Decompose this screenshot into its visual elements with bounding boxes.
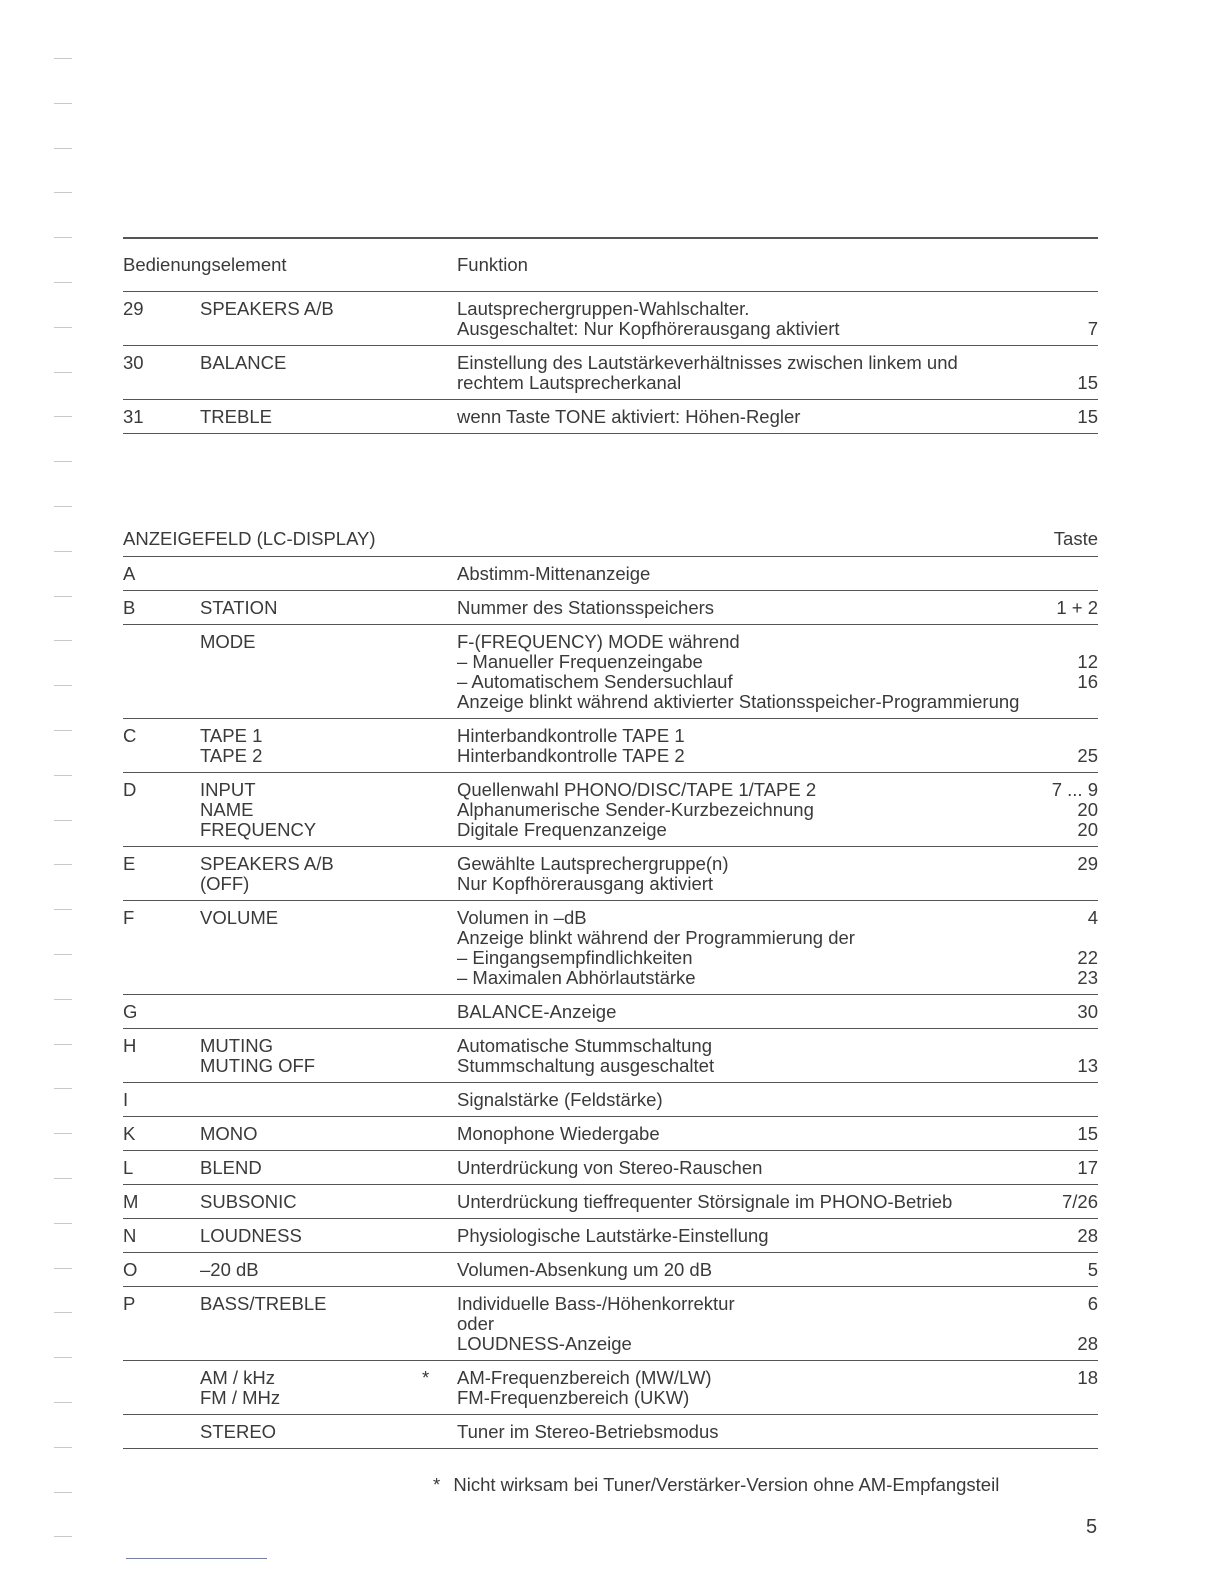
control-name-text: TREBLE: [200, 406, 272, 427]
binder-mark: [54, 1133, 72, 1134]
key-ref: 20: [1077, 819, 1098, 840]
function-line: Nummer des Stationsspeichers: [457, 597, 715, 618]
control-function: [457, 400, 1038, 433]
key-ref: 30: [1077, 1001, 1098, 1022]
indicator-function: [457, 625, 1038, 718]
star-marker: [422, 773, 457, 846]
function-line: Unterdrückung von Stereo-Rauschen: [457, 1157, 763, 1178]
star-marker: [422, 901, 457, 994]
binder-mark: [54, 1312, 72, 1313]
function-line: Tuner im Stereo-Betriebsmodus: [457, 1421, 719, 1442]
binder-mark: [54, 954, 72, 955]
control-number-text: 30: [123, 352, 144, 373]
page-ref: 7: [1087, 318, 1098, 339]
indicator-name: [200, 1219, 422, 1252]
indicator-function: [457, 1117, 1038, 1150]
binder-mark: [54, 730, 72, 731]
binder-mark: [54, 416, 72, 417]
indicator-letter-text: O: [123, 1259, 138, 1280]
function-line: F-(FREQUENCY) MODE während: [457, 631, 740, 652]
indicator-letter-text: P: [123, 1293, 136, 1314]
star-marker: [422, 1287, 457, 1360]
function-line: Stummschaltung ausgeschaltet: [457, 1055, 715, 1076]
indicator-name-text: NAME: [200, 799, 254, 820]
indicator-function: [457, 1151, 1038, 1184]
indicator-name: [200, 847, 422, 900]
star-marker: [422, 1219, 457, 1252]
table-row: [123, 1287, 1098, 1361]
key-ref: 4: [1087, 907, 1098, 928]
indicator-letter-text: F: [123, 907, 135, 928]
function-line: Unterdrückung tieffrequenter Störsignale im PHONO-Betrieb: [457, 1191, 953, 1212]
function-line: Nur Kopfhörerausgang aktiviert: [457, 873, 714, 894]
table-row: [123, 400, 1098, 434]
key-ref: 18: [1077, 1367, 1098, 1388]
indicator-function: [457, 847, 1038, 900]
indicator-key-ref: [1038, 995, 1098, 1028]
header-element: Bedienungselement: [123, 254, 287, 275]
indicator-name: [200, 1029, 422, 1082]
indicator-name-text: FREQUENCY: [200, 819, 317, 840]
binder-mark: [54, 551, 72, 552]
key-ref: 16: [1077, 671, 1098, 692]
star-marker: [422, 719, 457, 772]
star-marker: [422, 1083, 457, 1116]
control-name: [200, 400, 457, 433]
indicator-letter: [123, 847, 200, 900]
star-marker: [422, 591, 457, 624]
table-row: [123, 1083, 1098, 1117]
indicator-name-text: TAPE 2: [200, 745, 263, 766]
header-function: Funktion: [457, 254, 528, 275]
indicator-function: [457, 591, 1038, 624]
star-marker: [422, 1415, 457, 1448]
binder-mark: [54, 282, 72, 283]
indicator-letter: [123, 1083, 200, 1116]
binder-mark: [54, 1223, 72, 1224]
indicator-function: [457, 1083, 1038, 1116]
function-line: Anzeige blinkt während der Programmierung der: [457, 927, 855, 948]
indicator-key-ref: [1038, 1287, 1098, 1360]
key-ref: [1038, 726, 1098, 746]
key-ref: [1038, 874, 1098, 894]
indicator-function: [457, 719, 1038, 772]
indicator-key-ref: [1038, 557, 1098, 590]
control-function: [457, 346, 1038, 399]
binder-mark: [54, 1088, 72, 1089]
star-marker: [422, 995, 457, 1028]
indicator-letter: [123, 1361, 200, 1414]
table-row: [123, 346, 1098, 400]
function-line: – Automatischem Sendersuchlauf: [457, 671, 733, 692]
indicator-name: [200, 1415, 422, 1448]
table-row: [123, 1185, 1098, 1219]
key-ref: [1038, 1036, 1098, 1056]
key-ref: 5: [1087, 1259, 1098, 1280]
indicator-letter-text: G: [123, 1001, 138, 1022]
binder-mark: [54, 1492, 72, 1493]
table-row: [123, 557, 1098, 591]
footnote-star: *: [433, 1474, 441, 1495]
function-line: Lautsprechergruppen-Wahlschalter.: [457, 298, 750, 319]
key-ref: [1038, 564, 1098, 584]
indicator-name-text: BLEND: [200, 1157, 262, 1178]
binder-mark: [54, 1178, 72, 1179]
key-ref: 28: [1077, 1225, 1098, 1246]
footnote: [433, 1474, 1113, 1496]
function-line: Digitale Frequenzanzeige: [457, 819, 667, 840]
indicator-key-ref: [1038, 1029, 1098, 1082]
binder-mark: [54, 1357, 72, 1358]
function-line: Ausgeschaltet: Nur Kopfhörerausgang aktiviert: [457, 318, 840, 339]
indicator-name: [200, 719, 422, 772]
indicator-key-ref: [1038, 1219, 1098, 1252]
indicator-letter-text: D: [123, 779, 137, 800]
key-ref: [1038, 1388, 1098, 1408]
function-line: AM-Frequenzbereich (MW/LW): [457, 1367, 712, 1388]
key-ref: [1038, 1422, 1098, 1442]
indicator-letter: [123, 1185, 200, 1218]
function-line: Abstimm-Mittenanzeige: [457, 563, 651, 584]
control-number: [123, 292, 200, 345]
star-marker: [422, 1117, 457, 1150]
function-line: Hinterbandkontrolle TAPE 1: [457, 725, 685, 746]
indicator-key-ref: [1038, 1083, 1098, 1116]
key-ref: [1038, 632, 1098, 652]
function-line: wenn Taste TONE aktiviert: Höhen-Regler: [457, 406, 801, 427]
key-ref: 29: [1077, 853, 1098, 874]
indicator-letter-text: H: [123, 1035, 137, 1056]
binder-mark: [54, 461, 72, 462]
indicator-name-text: MUTING: [200, 1035, 273, 1056]
indicator-letter: [123, 1287, 200, 1360]
indicator-name-text: BASS/TREBLE: [200, 1293, 327, 1314]
indicator-key-ref: [1038, 719, 1098, 772]
indicator-letter-text: M: [123, 1191, 139, 1212]
function-line: FM-Frequenzbereich (UKW): [457, 1387, 690, 1408]
indicator-key-ref: [1038, 1117, 1098, 1150]
table-row: [123, 1253, 1098, 1287]
binder-mark: [54, 685, 72, 686]
binder-mark: [54, 103, 72, 104]
display-table-title: ANZEIGEFELD (LC-DISPLAY): [123, 528, 376, 549]
display-table: [123, 526, 1098, 1449]
binder-mark: [54, 1044, 72, 1045]
table-row: [123, 719, 1098, 773]
indicator-name: [200, 591, 422, 624]
indicator-name: [200, 1287, 422, 1360]
indicator-letter: [123, 557, 200, 590]
indicator-function: [457, 1029, 1038, 1082]
indicator-function: [457, 901, 1038, 994]
table-row: [123, 591, 1098, 625]
table-row: [123, 901, 1098, 995]
key-ref: 17: [1077, 1157, 1098, 1178]
indicator-letter-text: I: [123, 1089, 129, 1110]
indicator-letter: [123, 591, 200, 624]
indicator-letter: [123, 1253, 200, 1286]
star-marker: [422, 625, 457, 718]
indicator-name-text: MODE: [200, 631, 256, 652]
indicator-name: [200, 995, 422, 1028]
indicator-name: [200, 1361, 422, 1414]
table-row: [123, 625, 1098, 719]
indicator-function: [457, 1253, 1038, 1286]
control-number: [123, 400, 200, 433]
binder-mark: [54, 775, 72, 776]
table-row: [123, 1117, 1098, 1151]
function-line: Einstellung des Lautstärkeverhältnisses zwischen linkem und: [457, 352, 958, 373]
control-page-ref: [1038, 346, 1098, 399]
key-ref: 15: [1077, 1123, 1098, 1144]
indicator-function: [457, 1415, 1038, 1448]
binder-mark: [54, 1402, 72, 1403]
function-line: Alphanumerische Sender-Kurzbezeichnung: [457, 799, 814, 820]
key-ref: 20: [1077, 799, 1098, 820]
binder-mark: [54, 1536, 72, 1537]
control-page-ref: [1038, 400, 1098, 433]
table-row: [123, 1029, 1098, 1083]
key-ref: [1038, 692, 1098, 712]
table-row: [123, 847, 1098, 901]
function-line: – Maximalen Abhörlautstärke: [457, 967, 696, 988]
binder-mark: [54, 596, 72, 597]
indicator-name-text: SUBSONIC: [200, 1191, 297, 1212]
indicator-name: [200, 1185, 422, 1218]
star-marker: [422, 1151, 457, 1184]
function-line: Gewählte Lautsprechergruppe(n): [457, 853, 729, 874]
key-ref: [1038, 1314, 1098, 1334]
indicator-letter-text: N: [123, 1225, 137, 1246]
indicator-key-ref: [1038, 773, 1098, 846]
indicator-name: [200, 1151, 422, 1184]
key-ref: 6: [1087, 1293, 1098, 1314]
binder-mark: [54, 820, 72, 821]
indicator-letter-text: E: [123, 853, 136, 874]
table-row: [123, 1219, 1098, 1253]
function-line: oder: [457, 1313, 495, 1334]
control-page-ref: [1038, 292, 1098, 345]
key-ref: 28: [1077, 1333, 1098, 1354]
control-name-text: SPEAKERS A/B: [200, 298, 334, 319]
key-ref: 23: [1077, 967, 1098, 988]
indicator-name-text: STATION: [200, 597, 278, 618]
controls-table: [123, 237, 1098, 434]
indicator-function: [457, 1185, 1038, 1218]
indicator-key-ref: [1038, 591, 1098, 624]
footnote-text: Nicht wirksam bei Tuner/Verstärker-Version ohne AM-Empfangsteil: [453, 1474, 1000, 1495]
indicator-name: [200, 557, 422, 590]
indicator-name: [200, 773, 422, 846]
indicator-letter: [123, 1029, 200, 1082]
indicator-key-ref: [1038, 625, 1098, 718]
function-line: Quellenwahl PHONO/DISC/TAPE 1/TAPE 2: [457, 779, 817, 800]
binder-hole-marks: [54, 40, 74, 1540]
function-line: rechtem Lautsprecherkanal: [457, 372, 682, 393]
binder-mark: [54, 909, 72, 910]
key-ref: 7 ... 9: [1051, 779, 1098, 800]
key-ref: [1038, 928, 1098, 948]
indicator-name-text: MUTING OFF: [200, 1055, 316, 1076]
indicator-letter: [123, 1219, 200, 1252]
binder-mark: [54, 640, 72, 641]
table-row: [123, 1361, 1098, 1415]
indicator-letter: [123, 1151, 200, 1184]
indicator-letter: [123, 995, 200, 1028]
indicator-function: [457, 995, 1038, 1028]
indicator-name-text: TAPE 1: [200, 725, 263, 746]
indicator-key-ref: [1038, 1151, 1098, 1184]
key-ref: 22: [1077, 947, 1098, 968]
indicator-letter-text: A: [123, 563, 136, 584]
indicator-letter: [123, 719, 200, 772]
indicator-letter-text: C: [123, 725, 137, 746]
key-ref: 1 + 2: [1056, 597, 1098, 618]
indicator-name-text: –20 dB: [200, 1259, 259, 1280]
function-line: BALANCE-Anzeige: [457, 1001, 617, 1022]
binder-mark: [54, 327, 72, 328]
bottom-rule: [126, 1558, 267, 1559]
control-name: [200, 292, 457, 345]
binder-mark: [54, 1268, 72, 1269]
function-line: Anzeige blinkt während aktivierter Stationsspeicher-Programmierung: [457, 691, 1020, 712]
page-number: 5: [1086, 1516, 1098, 1538]
function-line: Hinterbandkontrolle TAPE 2: [457, 745, 685, 766]
control-number-text: 31: [123, 406, 144, 427]
indicator-name-text: AM / kHz: [200, 1367, 276, 1388]
indicator-letter-text: K: [123, 1123, 136, 1144]
key-ref: 7/26: [1061, 1191, 1098, 1212]
function-line: Signalstärke (Feldstärke): [457, 1089, 663, 1110]
indicator-name: [200, 901, 422, 994]
indicator-name: [200, 1117, 422, 1150]
binder-mark: [54, 1447, 72, 1448]
function-line: Volumen in –dB: [457, 907, 587, 928]
control-number: [123, 346, 200, 399]
indicator-key-ref: [1038, 1415, 1098, 1448]
binder-mark: [54, 999, 72, 1000]
indicator-name-text: SPEAKERS A/B: [200, 853, 334, 874]
function-line: Monophone Wiedergabe: [457, 1123, 660, 1144]
indicator-function: [457, 773, 1038, 846]
indicator-letter: [123, 1117, 200, 1150]
control-name: [200, 346, 457, 399]
controls-rows: [123, 292, 1098, 434]
indicator-function: [457, 1219, 1038, 1252]
control-function: [457, 292, 1038, 345]
indicator-name: [200, 1083, 422, 1116]
indicator-key-ref: [1038, 1253, 1098, 1286]
indicator-name: [200, 1253, 422, 1286]
key-ref: [1038, 1090, 1098, 1110]
indicator-name-text: LOUDNESS: [200, 1225, 302, 1246]
function-line: Individuelle Bass-/Höhenkorrektur: [457, 1293, 735, 1314]
table-row: [123, 773, 1098, 847]
star-marker: [422, 1029, 457, 1082]
indicator-letter: [123, 901, 200, 994]
indicator-name-text: VOLUME: [200, 907, 279, 928]
star-marker: [422, 557, 457, 590]
control-number-text: 29: [123, 298, 144, 319]
function-line: Volumen-Absenkung um 20 dB: [457, 1259, 713, 1280]
control-name-text: BALANCE: [200, 352, 287, 373]
display-rows: [123, 557, 1098, 1449]
key-ref: 12: [1077, 651, 1098, 672]
function-line: – Manueller Frequenzeingabe: [457, 651, 703, 672]
star-marker: [422, 1185, 457, 1218]
indicator-letter-text: L: [123, 1157, 134, 1178]
indicator-key-ref: [1038, 1361, 1098, 1414]
function-line: Physiologische Lautstärke-Einstellung: [457, 1225, 769, 1246]
indicator-key-ref: [1038, 1185, 1098, 1218]
function-line: LOUDNESS-Anzeige: [457, 1333, 632, 1354]
binder-mark: [54, 192, 72, 193]
star-marker: [422, 847, 457, 900]
indicator-name: [200, 625, 422, 718]
display-table-header: [123, 526, 1098, 557]
indicator-letter: [123, 1415, 200, 1448]
binder-mark: [54, 58, 72, 59]
indicator-name-text: FM / MHz: [200, 1387, 281, 1408]
indicator-letter: [123, 625, 200, 718]
table-row: [123, 995, 1098, 1029]
key-ref: 13: [1077, 1055, 1098, 1076]
star-marker: [422, 1361, 457, 1414]
binder-mark: [54, 237, 72, 238]
key-ref: 25: [1077, 745, 1098, 766]
indicator-function: [457, 1361, 1038, 1414]
function-line: Automatische Stummschaltung: [457, 1035, 713, 1056]
star-marker-text: *: [422, 1367, 430, 1388]
page-ref: 15: [1077, 372, 1098, 393]
page-ref: 15: [1077, 406, 1098, 427]
table-row: [123, 292, 1098, 346]
indicator-function: [457, 1287, 1038, 1360]
table-row: [123, 1151, 1098, 1185]
binder-mark: [54, 148, 72, 149]
page-ref: [1038, 299, 1098, 319]
key-column-header: Taste: [1053, 528, 1098, 549]
binder-mark: [54, 506, 72, 507]
indicator-key-ref: [1038, 847, 1098, 900]
controls-table-header: [123, 239, 1098, 292]
indicator-name-text: INPUT: [200, 779, 256, 800]
page-ref: [1038, 353, 1098, 373]
indicator-key-ref: [1038, 901, 1098, 994]
table-row: [123, 1415, 1098, 1449]
binder-mark: [54, 372, 72, 373]
indicator-function: [457, 557, 1038, 590]
function-line: – Eingangsempfindlichkeiten: [457, 947, 693, 968]
star-marker: [422, 1253, 457, 1286]
indicator-letter-text: B: [123, 597, 136, 618]
indicator-name-text: STEREO: [200, 1421, 277, 1442]
indicator-name-text: MONO: [200, 1123, 258, 1144]
indicator-name-text: (OFF): [200, 873, 250, 894]
binder-mark: [54, 864, 72, 865]
indicator-letter: [123, 773, 200, 846]
